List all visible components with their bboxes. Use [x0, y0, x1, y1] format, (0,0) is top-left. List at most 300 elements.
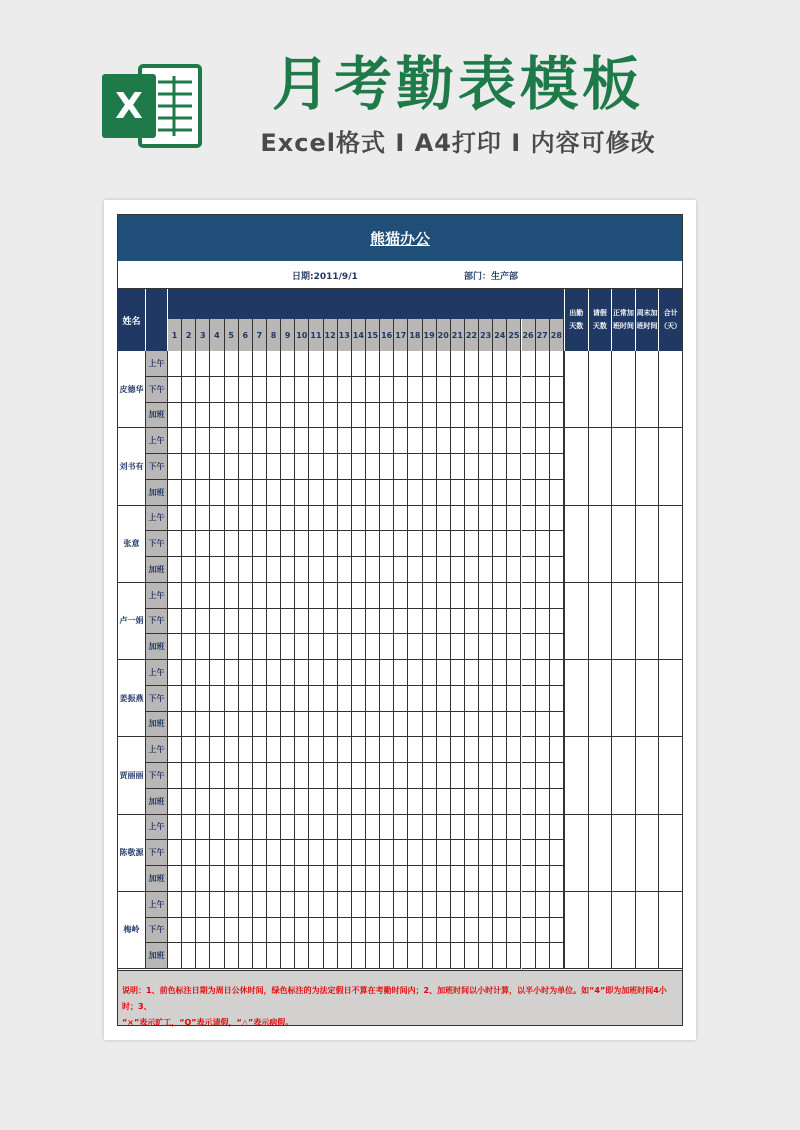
attendance-cell	[493, 609, 507, 635]
attendance-cell	[465, 531, 479, 557]
attendance-cell	[295, 712, 309, 738]
attendance-cell	[423, 815, 437, 841]
attendance-cell	[550, 583, 564, 609]
attendance-cell	[352, 583, 366, 609]
summary-cell	[564, 506, 588, 583]
attendance-cell	[281, 454, 295, 480]
attendance-cell	[536, 763, 550, 789]
attendance-cell	[380, 583, 394, 609]
summary-cell	[564, 892, 588, 969]
attendance-cell	[253, 712, 267, 738]
attendance-cell	[493, 866, 507, 892]
attendance-cell	[338, 351, 352, 377]
employee-name: 卢一娟	[118, 583, 146, 660]
summary-cell	[611, 506, 635, 583]
shift-label: 加班	[146, 403, 168, 429]
attendance-cell	[437, 557, 451, 583]
attendance-cell	[366, 918, 380, 944]
attendance-cell	[366, 634, 380, 660]
attendance-cell	[408, 351, 422, 377]
attendance-cell	[309, 660, 323, 686]
attendance-cell	[253, 866, 267, 892]
attendance-cell	[465, 943, 479, 969]
attendance-cell	[408, 531, 422, 557]
attendance-cell	[352, 428, 366, 454]
attendance-cell	[479, 918, 493, 944]
attendance-cell	[493, 634, 507, 660]
attendance-cell	[267, 686, 281, 712]
attendance-cell	[394, 737, 408, 763]
attendance-cell	[253, 377, 267, 403]
attendance-cell	[168, 403, 182, 429]
attendance-cell	[550, 737, 564, 763]
attendance-cell	[493, 403, 507, 429]
attendance-cell	[196, 454, 210, 480]
attendance-cell	[550, 428, 564, 454]
shift-label: 上午	[146, 892, 168, 918]
attendance-cell	[522, 737, 536, 763]
attendance-cell	[451, 609, 465, 635]
summary-cell	[611, 583, 635, 660]
attendance-cell	[182, 943, 196, 969]
attendance-cell	[267, 892, 281, 918]
attendance-cell	[507, 557, 521, 583]
attendance-cell	[352, 918, 366, 944]
day-header-26: 26	[522, 319, 536, 351]
attendance-cell	[423, 686, 437, 712]
attendance-cell	[295, 377, 309, 403]
attendance-cell	[196, 351, 210, 377]
date-label: 日期:2011/9/1	[292, 272, 358, 282]
attendance-cell	[550, 686, 564, 712]
attendance-cell	[394, 583, 408, 609]
attendance-cell	[479, 866, 493, 892]
day-header-15: 15	[366, 319, 380, 351]
employee-name: 贾丽丽	[118, 737, 146, 814]
summary-cell	[658, 583, 682, 660]
attendance-cell	[522, 583, 536, 609]
attendance-cell	[394, 454, 408, 480]
summary-cell	[611, 737, 635, 814]
attendance-cell	[225, 531, 239, 557]
attendance-cell	[536, 377, 550, 403]
day-header-14: 14	[352, 319, 366, 351]
attendance-cell	[267, 918, 281, 944]
attendance-cell	[394, 428, 408, 454]
attendance-cell	[324, 866, 338, 892]
attendance-cell	[324, 557, 338, 583]
attendance-cell	[366, 583, 380, 609]
attendance-cell	[281, 609, 295, 635]
day-header-band	[168, 289, 564, 319]
attendance-cell	[465, 763, 479, 789]
attendance-cell	[253, 583, 267, 609]
shift-label: 上午	[146, 351, 168, 377]
summary-cell	[635, 428, 659, 505]
attendance-cell	[281, 789, 295, 815]
summary-cell	[588, 583, 612, 660]
attendance-cell	[479, 712, 493, 738]
attendance-cell	[267, 506, 281, 532]
note-line-2: “×”表示旷工，“O”表示请假，“△”表示病假。	[122, 1018, 294, 1027]
attendance-cell	[394, 377, 408, 403]
attendance-cell	[309, 789, 323, 815]
attendance-cell	[451, 712, 465, 738]
attendance-cell	[267, 454, 281, 480]
attendance-cell	[451, 480, 465, 506]
day-header-18: 18	[408, 319, 422, 351]
attendance-cell	[281, 480, 295, 506]
attendance-cell	[338, 660, 352, 686]
attendance-cell	[451, 557, 465, 583]
attendance-cell	[309, 583, 323, 609]
attendance-cell	[451, 454, 465, 480]
attendance-cell	[451, 737, 465, 763]
attendance-cell	[338, 428, 352, 454]
shift-label: 上午	[146, 660, 168, 686]
attendance-cell	[253, 660, 267, 686]
attendance-cell	[253, 943, 267, 969]
attendance-cell	[493, 737, 507, 763]
attendance-cell	[437, 660, 451, 686]
attendance-cell	[408, 737, 422, 763]
attendance-cell	[423, 866, 437, 892]
attendance-cell	[522, 454, 536, 480]
attendance-cell	[522, 428, 536, 454]
summary-cell	[588, 506, 612, 583]
day-header-28: 28	[550, 319, 564, 351]
attendance-cell	[408, 686, 422, 712]
attendance-cell	[309, 840, 323, 866]
attendance-cell	[196, 506, 210, 532]
attendance-cell	[437, 454, 451, 480]
attendance-cell	[394, 789, 408, 815]
attendance-cell	[281, 531, 295, 557]
employee-name: 陈敬源	[118, 815, 146, 892]
attendance-cell	[465, 789, 479, 815]
attendance-cell	[522, 557, 536, 583]
attendance-cell	[281, 403, 295, 429]
summary-cell	[658, 351, 682, 428]
day-header-1: 1	[168, 319, 182, 351]
attendance-cell	[196, 789, 210, 815]
summary-header-1: 出勤 天数	[564, 289, 588, 351]
attendance-cell	[239, 918, 253, 944]
attendance-cell	[309, 943, 323, 969]
attendance-cell	[380, 789, 394, 815]
department-label: 部门：生产部	[464, 272, 519, 282]
attendance-cell	[380, 454, 394, 480]
attendance-cell	[295, 815, 309, 841]
attendance-cell	[479, 943, 493, 969]
attendance-cell	[196, 583, 210, 609]
attendance-cell	[451, 763, 465, 789]
day-header-21: 21	[451, 319, 465, 351]
attendance-cell	[451, 686, 465, 712]
attendance-cell	[210, 531, 224, 557]
attendance-cell	[507, 377, 521, 403]
summary-cell	[588, 892, 612, 969]
attendance-cell	[253, 428, 267, 454]
shift-label: 下午	[146, 377, 168, 403]
attendance-cell	[536, 866, 550, 892]
attendance-cell	[196, 712, 210, 738]
attendance-cell	[295, 943, 309, 969]
attendance-cell	[522, 686, 536, 712]
attendance-cell	[493, 763, 507, 789]
attendance-cell	[380, 403, 394, 429]
attendance-cell	[352, 506, 366, 532]
attendance-cell	[423, 892, 437, 918]
day-header-2: 2	[182, 319, 196, 351]
attendance-cell	[408, 403, 422, 429]
attendance-cell	[210, 454, 224, 480]
attendance-cell	[239, 506, 253, 532]
attendance-cell	[352, 660, 366, 686]
attendance-cell	[338, 686, 352, 712]
attendance-cell	[352, 737, 366, 763]
attendance-cell	[309, 892, 323, 918]
attendance-cell	[210, 377, 224, 403]
shift-label: 上午	[146, 737, 168, 763]
attendance-cell	[182, 840, 196, 866]
day-header-3: 3	[196, 319, 210, 351]
attendance-cell	[380, 737, 394, 763]
shift-label: 上午	[146, 815, 168, 841]
attendance-cell	[267, 583, 281, 609]
attendance-cell	[309, 454, 323, 480]
attendance-cell	[408, 428, 422, 454]
attendance-cell	[451, 377, 465, 403]
attendance-cell	[324, 609, 338, 635]
attendance-cell	[309, 737, 323, 763]
attendance-cell	[352, 815, 366, 841]
shift-label: 加班	[146, 943, 168, 969]
attendance-cell	[210, 557, 224, 583]
attendance-cell	[408, 506, 422, 532]
attendance-cell	[338, 737, 352, 763]
attendance-cell	[366, 480, 380, 506]
attendance-cell	[168, 531, 182, 557]
attendance-cell	[451, 428, 465, 454]
attendance-cell	[309, 866, 323, 892]
employee-name: 梅岭	[118, 892, 146, 969]
summary-cell	[588, 660, 612, 737]
attendance-cell	[550, 840, 564, 866]
attendance-cell	[550, 609, 564, 635]
attendance-cell	[380, 686, 394, 712]
attendance-cell	[309, 428, 323, 454]
attendance-cell	[324, 634, 338, 660]
attendance-cell	[309, 634, 323, 660]
attendance-cell	[253, 789, 267, 815]
attendance-cell	[522, 943, 536, 969]
attendance-cell	[408, 943, 422, 969]
attendance-cell	[507, 866, 521, 892]
attendance-cell	[493, 531, 507, 557]
day-header-5: 5	[225, 319, 239, 351]
employee-name: 刘书有	[118, 428, 146, 505]
attendance-cell	[267, 557, 281, 583]
attendance-cell	[408, 660, 422, 686]
attendance-cell	[479, 428, 493, 454]
attendance-cell	[239, 351, 253, 377]
attendance-cell	[295, 892, 309, 918]
attendance-cell	[536, 454, 550, 480]
attendance-cell	[196, 815, 210, 841]
attendance-cell	[493, 815, 507, 841]
attendance-cell	[507, 634, 521, 660]
attendance-cell	[196, 943, 210, 969]
attendance-cell	[550, 480, 564, 506]
day-header-9: 9	[281, 319, 295, 351]
attendance-cell	[479, 892, 493, 918]
attendance-cell	[493, 918, 507, 944]
attendance-cell	[182, 686, 196, 712]
attendance-cell	[281, 815, 295, 841]
summary-cell	[658, 892, 682, 969]
attendance-cell	[239, 892, 253, 918]
attendance-cell	[196, 737, 210, 763]
attendance-cell	[196, 763, 210, 789]
attendance-cell	[239, 634, 253, 660]
attendance-cell	[168, 454, 182, 480]
attendance-cell	[267, 763, 281, 789]
attendance-cell	[507, 454, 521, 480]
attendance-cell	[324, 789, 338, 815]
summary-cell	[635, 583, 659, 660]
attendance-cell	[437, 789, 451, 815]
attendance-cell	[239, 531, 253, 557]
attendance-cell	[182, 815, 196, 841]
attendance-cell	[366, 557, 380, 583]
summary-cell	[564, 583, 588, 660]
attendance-cell	[451, 789, 465, 815]
attendance-cell	[168, 763, 182, 789]
attendance-cell	[352, 454, 366, 480]
attendance-cell	[239, 454, 253, 480]
shift-label: 上午	[146, 583, 168, 609]
attendance-cell	[210, 660, 224, 686]
attendance-cell	[380, 557, 394, 583]
attendance-cell	[338, 918, 352, 944]
attendance-cell	[465, 660, 479, 686]
attendance-cell	[239, 480, 253, 506]
attendance-cell	[324, 712, 338, 738]
attendance-cell	[437, 840, 451, 866]
attendance-cell	[437, 892, 451, 918]
attendance-cell	[507, 686, 521, 712]
attendance-cell	[309, 506, 323, 532]
attendance-cell	[522, 660, 536, 686]
attendance-cell	[196, 480, 210, 506]
attendance-cell	[281, 943, 295, 969]
attendance-cell	[522, 377, 536, 403]
attendance-cell	[408, 918, 422, 944]
attendance-cell	[253, 840, 267, 866]
attendance-cell	[493, 480, 507, 506]
summary-header-5: 合计 （天）	[658, 289, 682, 351]
attendance-cell	[281, 712, 295, 738]
attendance-cell	[408, 377, 422, 403]
attendance-cell	[465, 712, 479, 738]
attendance-cell	[536, 583, 550, 609]
attendance-cell	[394, 815, 408, 841]
attendance-cell	[380, 712, 394, 738]
attendance-cell	[309, 403, 323, 429]
attendance-cell	[507, 531, 521, 557]
attendance-cell	[451, 351, 465, 377]
attendance-cell	[168, 892, 182, 918]
attendance-cell	[493, 557, 507, 583]
attendance-cell	[239, 712, 253, 738]
attendance-cell	[423, 840, 437, 866]
shift-label: 下午	[146, 454, 168, 480]
attendance-cell	[295, 763, 309, 789]
attendance-cell	[253, 480, 267, 506]
attendance-cell	[324, 351, 338, 377]
attendance-cell	[380, 763, 394, 789]
summary-cell	[611, 351, 635, 428]
attendance-cell	[550, 943, 564, 969]
attendance-cell	[451, 531, 465, 557]
attendance-cell	[324, 892, 338, 918]
attendance-cell	[295, 634, 309, 660]
attendance-cell	[479, 660, 493, 686]
attendance-cell	[507, 480, 521, 506]
excel-icon	[100, 60, 204, 152]
attendance-cell	[196, 609, 210, 635]
name-column-header: 姓名	[118, 289, 146, 351]
attendance-cell	[295, 866, 309, 892]
attendance-cell	[394, 634, 408, 660]
attendance-cell	[239, 583, 253, 609]
attendance-cell	[536, 686, 550, 712]
attendance-cell	[366, 428, 380, 454]
attendance-cell	[380, 660, 394, 686]
attendance-cell	[394, 918, 408, 944]
attendance-cell	[352, 943, 366, 969]
attendance-cell	[380, 866, 394, 892]
attendance-cell	[507, 737, 521, 763]
attendance-cell	[465, 454, 479, 480]
attendance-cell	[352, 480, 366, 506]
attendance-cell	[465, 480, 479, 506]
attendance-cell	[352, 634, 366, 660]
attendance-cell	[380, 609, 394, 635]
attendance-cell	[168, 428, 182, 454]
attendance-cell	[507, 583, 521, 609]
summary-cell	[564, 660, 588, 737]
attendance-cell	[253, 763, 267, 789]
attendance-cell	[550, 351, 564, 377]
attendance-cell	[168, 686, 182, 712]
attendance-cell	[267, 866, 281, 892]
attendance-cell	[437, 609, 451, 635]
attendance-cell	[210, 506, 224, 532]
summary-cell	[588, 428, 612, 505]
attendance-cell	[182, 506, 196, 532]
day-header-25: 25	[507, 319, 521, 351]
attendance-cell	[451, 866, 465, 892]
attendance-cell	[522, 815, 536, 841]
attendance-cell	[394, 866, 408, 892]
attendance-cell	[366, 763, 380, 789]
attendance-cell	[225, 840, 239, 866]
attendance-cell	[267, 789, 281, 815]
attendance-cell	[437, 480, 451, 506]
attendance-cell	[267, 609, 281, 635]
